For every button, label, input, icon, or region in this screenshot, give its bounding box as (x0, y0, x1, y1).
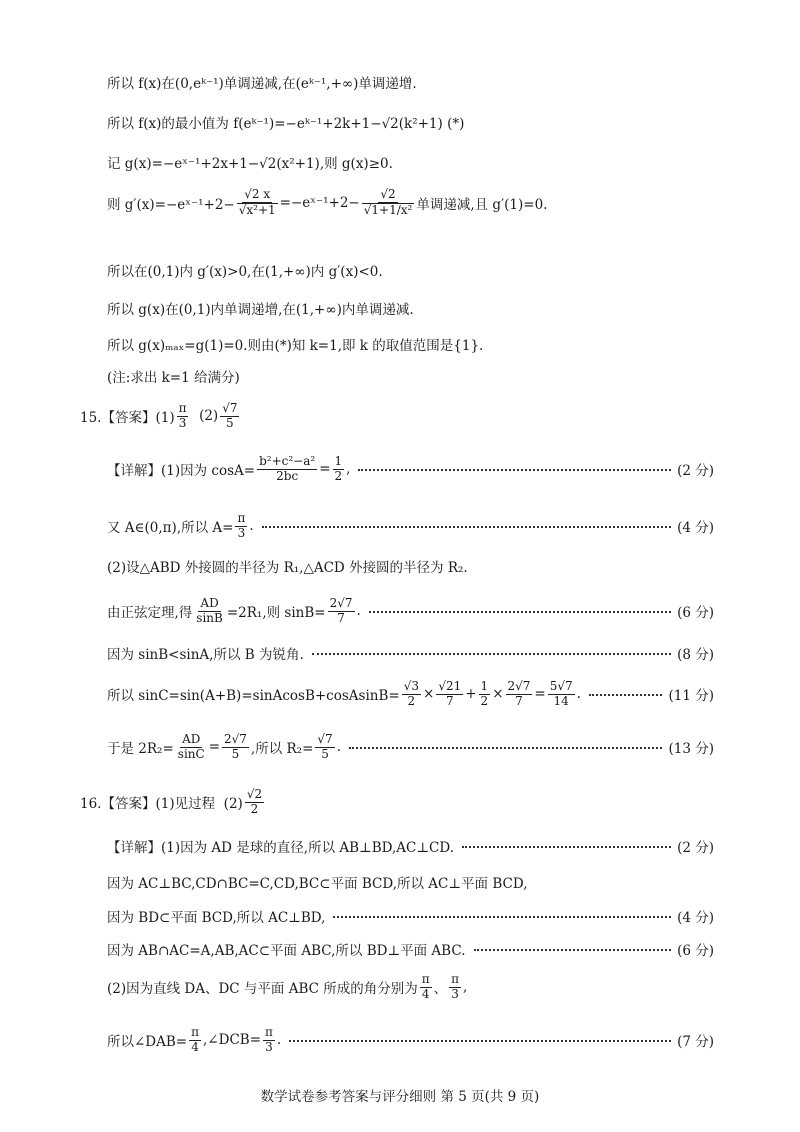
fraction: $\frac{\pi}{3}$ (178, 401, 187, 430)
proof-line-2 (107, 112, 714, 132)
fraction: $\frac{\text{b²+c²−a²}}{2bc}$ (259, 454, 316, 483)
fraction: $\frac{\pi}{4}$ (191, 1025, 200, 1054)
fraction: $\frac{√7}{5}$ (222, 401, 238, 430)
proof-line-7 (107, 334, 714, 354)
q15-step-3: (2)设△ABD 外接圆的半径为 R₁,△ACD 外接圆的半径为 R₂. (107, 560, 468, 576)
leader-dots (289, 1040, 671, 1042)
fraction: $\frac{2√7}{7}$ (329, 596, 353, 625)
fraction: $\frac{√2 x}{\text{√x²+1}}$ (238, 187, 276, 217)
proof-note (107, 366, 714, 386)
q15-step-4: 由正弦定理,得 $\frac{AD}{\sin B}$ =2R₁,则 sinB= $\frac{2√7}{7}$ . (6 分) (107, 596, 714, 625)
fraction: $\frac{5√7}{14}$ (549, 679, 573, 708)
leader-dots (462, 846, 671, 848)
line-text: 所以 g(x)ₘₐₓ=g(1)=0.则由(*)知 k=1,即 k 的取值范围是{1}. (107, 338, 484, 354)
line-text: 则 g′(x)=−eˣ⁻¹+2− (107, 196, 235, 213)
fraction: $\frac{√7}{5}$ (317, 732, 333, 761)
leader-dots (589, 694, 663, 696)
q16-step-1: 【详解】(1)因为 AD 是球的直径,所以 AB⊥BD,AC⊥CD. (2 分) (107, 836, 714, 856)
score: (11 分) (668, 688, 714, 705)
line-text: 所以在(0,1)内 g′(x)>0,在(1,+∞)内 g′(x)<0. (107, 264, 383, 280)
line-text: 记 g(x)=−eˣ⁻¹+2x+1−√2(x²+1),则 g(x)≥0. (107, 156, 393, 172)
proof-line-6 (107, 298, 714, 318)
score: (7 分) (677, 1034, 714, 1051)
score: (2 分) (677, 840, 714, 856)
fraction: $\frac{\pi}{3}$ (237, 511, 246, 540)
fraction: $\frac{\pi}{3}$ (451, 972, 460, 1001)
proof-line-5 (107, 260, 714, 280)
score: (2 分) (677, 463, 714, 480)
q15-step-1: 【详解】(1)因为 cosA= $\frac{\text{b²+c²−a²}}{2bc}$ = $\frac{1}{2}$ , (2 分) (107, 454, 714, 483)
q15-answer: 15.【答案】(1) $\frac{\pi}{3}$ (2) $\frac{√7}{5}$ (80, 401, 238, 430)
score: (4 分) (677, 910, 714, 926)
fraction: $\frac{1}{2}$ (334, 454, 343, 483)
leader-dots (333, 916, 671, 918)
score: (4 分) (677, 520, 714, 537)
proof-line-3 (107, 152, 714, 172)
score: (8 分) (677, 647, 714, 663)
q16-step-5: (2)因为直线 DA、DC 与平面 ABC 所成的角分别为 $\frac{\pi}{4}$ 、 $\frac{\pi}{3}$ , (107, 972, 468, 1001)
score: (6 分) (677, 605, 714, 622)
line-text: 所以 f(x)在(0,eᵏ⁻¹)单调递减,在(eᵏ⁻¹,+∞)单调递增. (107, 76, 417, 92)
fraction: $\frac{\pi}{4}$ (421, 972, 430, 1001)
fraction: $\frac{√2}{2}$ (246, 787, 263, 816)
page-footer: 数学试卷参考答案与评分细则 第 5 页(共 9 页) (260, 1089, 540, 1105)
leader-dots (262, 526, 671, 528)
score: (6 分) (677, 943, 714, 959)
fraction: $\frac{2√7}{5}$ (224, 732, 247, 761)
q16-answer: 16.【答案】(1)见过程 (2) $\frac{√2}{2}$ (80, 787, 263, 816)
q16-step-6: 所以∠DAB= $\frac{\pi}{4}$ ,∠DCB= $\frac{\pi}{3}$ . (7 分) (107, 1025, 714, 1054)
leader-dots (358, 469, 671, 471)
fraction: $\frac{√21}{7}$ (438, 679, 462, 708)
fraction: $\frac{√3}{2}$ (403, 679, 419, 708)
q15-step-7: 于是 2R₂= $\frac{AD}{\sin C}$ = $\frac{2√7}{5}$ ,所以 R₂= $\frac{√7}{5}$ . (13 分) (107, 732, 714, 761)
q15-step-6: 所以 sinC=sin(A+B)=sinAcosB+cosAsinB= $\frac{√3}{2}$ × $\frac{√21}{7}$ + $\frac{1}{2}$ × $\frac{2√7}{7}$ = $\frac{5√7}{14}$ . (11 分) (107, 679, 714, 708)
fraction: $\frac{AD}{\sin B}$ (196, 596, 223, 625)
q16-step-2: 因为 AC⊥BC,CD∩BC=C,CD,BC⊂平面 BCD,所以 AC⊥平面 BCD, (107, 876, 528, 892)
q15-step-2: 又 A∈(0,π),所以 A= $\frac{\pi}{3}$ . (4 分) (107, 511, 714, 540)
leader-dots (369, 611, 671, 613)
leader-dots (474, 949, 672, 951)
line-text: 所以 g(x)在(0,1)内单调递增,在(1,+∞)内单调递减. (107, 302, 414, 318)
q16-step-3: 因为 BD⊂平面 BCD,所以 AC⊥BD, (4 分) (107, 906, 714, 926)
fraction: $\frac{1}{2}$ (480, 679, 489, 708)
fraction: $\frac{2√7}{7}$ (507, 679, 531, 708)
leader-dots (349, 747, 663, 749)
fraction: $\frac{AD}{\sin C}$ (177, 732, 205, 761)
proof-line-1 (107, 72, 714, 92)
q15-step-5: 因为 sinB<sinA,所以 B 为锐角. (8 分) (107, 643, 714, 663)
leader-dots (312, 653, 671, 655)
score: (13 分) (668, 741, 714, 758)
q16-step-4: 因为 AB∩AC=A,AB,AC⊂平面 ABC,所以 BD⊥平面 ABC. (6 分) (107, 939, 714, 959)
line-text: 所以 f(x)的最小值为 f(eᵏ⁻¹)=−eᵏ⁻¹+2k+1−√2(k²+1) (*) (107, 116, 465, 132)
fraction: $\frac{√2}{\text{√1+1/x²}}$ (363, 187, 413, 217)
fraction: $\frac{\pi}{3}$ (265, 1025, 273, 1054)
proof-line-4: 则 g′(x)=−eˣ⁻¹+2− $\frac{√2 x}{\text{√x²+1}}$ =−eˣ⁻¹+2− $\frac{√2}{\text{√1+1/x²}}$ 单调递减,且 g′(1)=0. (107, 187, 548, 217)
line-text: (注:求出 k=1 给满分) (107, 370, 240, 386)
